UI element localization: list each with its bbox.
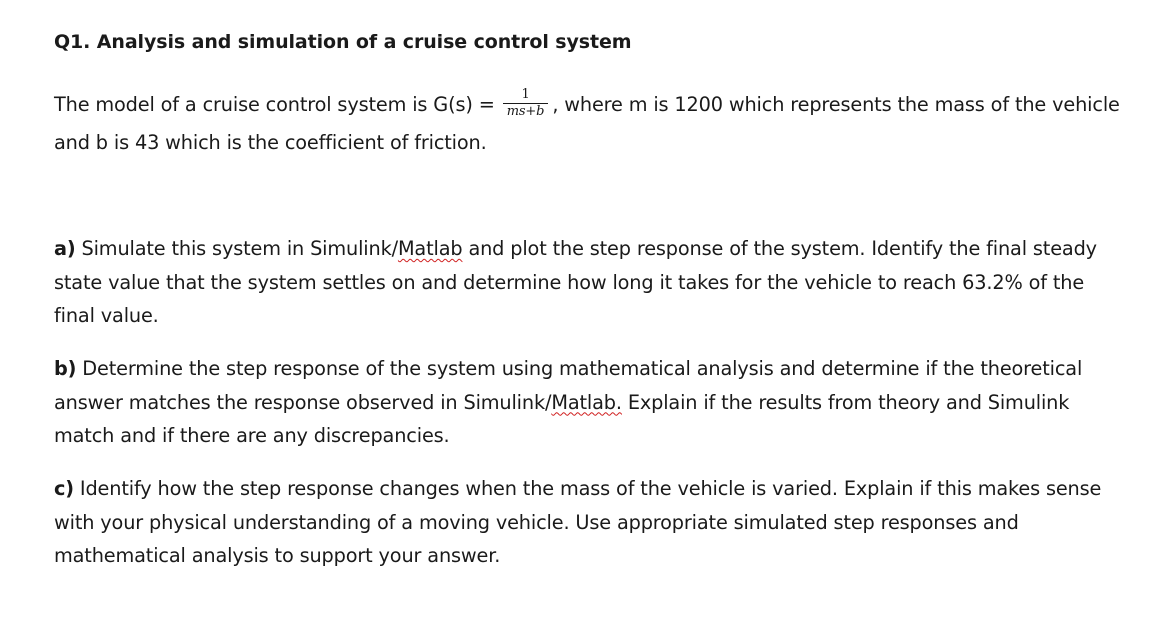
fraction-numerator: 1	[503, 87, 549, 104]
question-b-flagged-word: Matlab.	[551, 390, 622, 414]
question-b-paragraph	[54, 352, 1124, 453]
question-a-text-1: Simulate this system in Simulink/	[75, 237, 398, 260]
question-c-paragraph	[54, 472, 1124, 573]
fraction-denominator: ms+b	[506, 104, 545, 119]
question-c-text: Identify how the step response changes when the mass of the vehicle is varied. Explain if this makes sense with your physical understanding of a moving vehicle. Use appropriate simulated step responses and mathematical analysis to support your answer.	[54, 477, 1102, 567]
question-a-label: a)	[54, 237, 76, 260]
question-a-flagged-word: Matlab	[397, 237, 463, 260]
question-b-text-1: Determine the step response of the system using mathematical analysis and determine if the theoretical answer matches the response observed in Simulink/	[54, 357, 1083, 414]
question-b-label: b)	[54, 357, 77, 380]
transfer-function-fraction	[503, 87, 549, 120]
intro-text-after: , where m is 1200 which represents the mass of the vehicle and b is 43 which is the coefficient of friction.	[54, 93, 1120, 154]
question-a-paragraph	[54, 232, 1124, 333]
question-c-label: c)	[54, 477, 74, 500]
question-a-text-2: and plot the step response of the system. Identify the final steady state value that the system settles on and determine how long it takes for the vehicle to reach 63.2% of the final value.	[54, 237, 1097, 327]
intro-paragraph	[54, 86, 1124, 162]
intro-text-before: The model of a cruise control system is G(s) =	[54, 93, 501, 116]
question-b-text-2: Explain if the results from theory and Simulink match and if there are any discrepancies.	[54, 390, 1070, 447]
page-title: Q1. Analysis and simulation of a cruise control system	[54, 31, 632, 53]
